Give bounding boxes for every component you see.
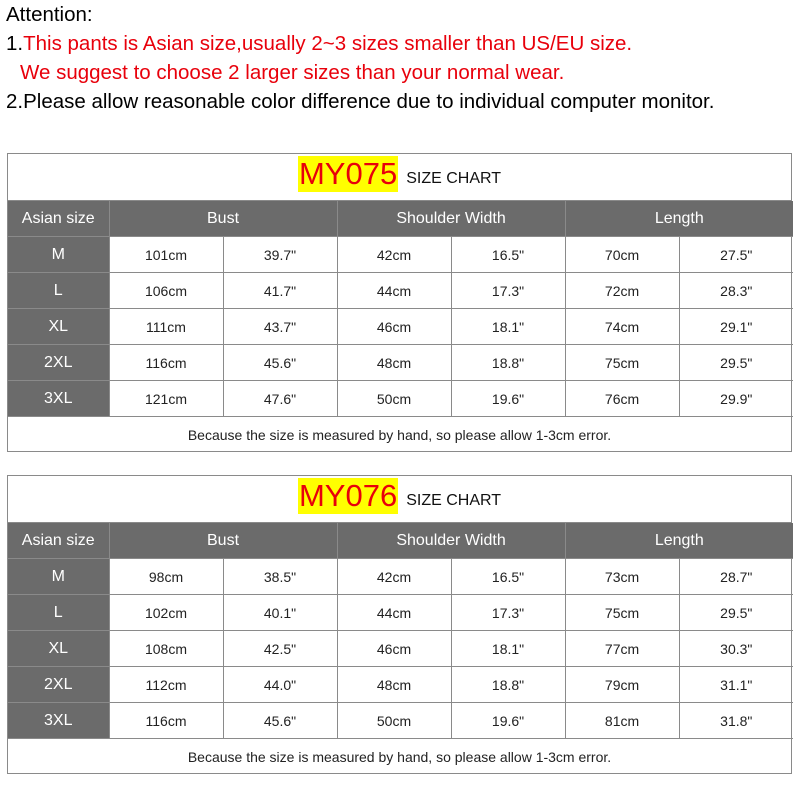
- bust-cm-cell: 106cm: [109, 273, 223, 309]
- notice-item-1-continuation: We suggest to choose 2 larger sizes than your normal wear.: [20, 61, 565, 84]
- measurement-footnote: Because the size is measured by hand, so please allow 1-3cm error.: [187, 749, 612, 765]
- bust-in-cell: 45.6": [223, 345, 337, 381]
- bust-cm-cell: 108cm: [109, 631, 223, 667]
- table-row: [8, 559, 793, 595]
- size-cell: L: [8, 273, 109, 309]
- table-row: [8, 381, 793, 417]
- table-row: [8, 631, 793, 667]
- shoulder-in-cell: 18.8": [451, 345, 565, 381]
- table-body: [8, 237, 793, 417]
- header-bust: Bust: [109, 201, 337, 237]
- size-cell: XL: [8, 309, 109, 345]
- length-in-cell: 30.3": [679, 631, 793, 667]
- shoulder-cm-cell: 48cm: [337, 345, 451, 381]
- shoulder-cm-cell: 46cm: [337, 309, 451, 345]
- table-row: [8, 667, 793, 703]
- header-asian-size: Asian size: [8, 201, 109, 237]
- header-length: Length: [565, 523, 793, 559]
- shoulder-cm-cell: 50cm: [337, 381, 451, 417]
- size-cell: 3XL: [8, 381, 109, 417]
- bust-cm-cell: 116cm: [109, 703, 223, 739]
- length-cm-cell: 79cm: [565, 667, 679, 703]
- length-cm-cell: 81cm: [565, 703, 679, 739]
- size-cell: 2XL: [8, 667, 109, 703]
- shoulder-cm-cell: 42cm: [337, 237, 451, 273]
- size-cell: 3XL: [8, 703, 109, 739]
- size-table: [8, 523, 793, 739]
- bust-cm-cell: 111cm: [109, 309, 223, 345]
- chart-title: [8, 476, 791, 523]
- length-cm-cell: 75cm: [565, 595, 679, 631]
- length-in-cell: 29.5": [679, 345, 793, 381]
- bust-in-cell: 44.0": [223, 667, 337, 703]
- shoulder-in-cell: 17.3": [451, 595, 565, 631]
- shoulder-cm-cell: 50cm: [337, 703, 451, 739]
- header-asian-size: Asian size: [8, 523, 109, 559]
- header-shoulder-width: Shoulder Width: [337, 201, 565, 237]
- shoulder-in-cell: 19.6": [451, 703, 565, 739]
- bust-in-cell: 42.5": [223, 631, 337, 667]
- table-row: [8, 345, 793, 381]
- header-bust: Bust: [109, 523, 337, 559]
- size-chart-label: SIZE CHART: [406, 170, 502, 187]
- chart-title: [8, 154, 791, 201]
- table-row: [8, 237, 793, 273]
- size-chart-my076: [7, 475, 792, 774]
- bust-cm-cell: 98cm: [109, 559, 223, 595]
- notice-item-1: [6, 29, 800, 58]
- notice-item-2: 2.Please allow reasonable color difference due to individual computer monitor.: [6, 90, 715, 113]
- table-body: [8, 559, 793, 739]
- length-in-cell: 29.1": [679, 309, 793, 345]
- shoulder-in-cell: 18.1": [451, 309, 565, 345]
- table-header-row: [8, 201, 793, 237]
- length-cm-cell: 70cm: [565, 237, 679, 273]
- bust-cm-cell: 112cm: [109, 667, 223, 703]
- shoulder-cm-cell: 42cm: [337, 559, 451, 595]
- length-in-cell: 28.3": [679, 273, 793, 309]
- shoulder-cm-cell: 44cm: [337, 595, 451, 631]
- table-header-row: [8, 523, 793, 559]
- length-in-cell: 31.1": [679, 667, 793, 703]
- bust-in-cell: 47.6": [223, 381, 337, 417]
- length-cm-cell: 74cm: [565, 309, 679, 345]
- shoulder-in-cell: 18.8": [451, 667, 565, 703]
- shoulder-in-cell: 19.6": [451, 381, 565, 417]
- size-cell: 2XL: [8, 345, 109, 381]
- bust-in-cell: 41.7": [223, 273, 337, 309]
- table-row: [8, 595, 793, 631]
- notice-item-1-text: This pants is Asian size,usually 2~3 sizes smaller than US/EU size.: [23, 32, 633, 55]
- measurement-footnote: Because the size is measured by hand, so please allow 1-3cm error.: [187, 427, 612, 443]
- shoulder-in-cell: 16.5": [451, 237, 565, 273]
- size-cell: M: [8, 237, 109, 273]
- shoulder-in-cell: 17.3": [451, 273, 565, 309]
- length-in-cell: 28.7": [679, 559, 793, 595]
- bust-cm-cell: 101cm: [109, 237, 223, 273]
- shoulder-in-cell: 16.5": [451, 559, 565, 595]
- size-chart-my075: [7, 153, 792, 452]
- bust-in-cell: 45.6": [223, 703, 337, 739]
- shoulder-cm-cell: 44cm: [337, 273, 451, 309]
- table-row: [8, 309, 793, 345]
- shoulder-cm-cell: 48cm: [337, 667, 451, 703]
- size-cell: M: [8, 559, 109, 595]
- bust-cm-cell: 116cm: [109, 345, 223, 381]
- length-cm-cell: 73cm: [565, 559, 679, 595]
- length-cm-cell: 75cm: [565, 345, 679, 381]
- table-row: [8, 703, 793, 739]
- bust-cm-cell: 102cm: [109, 595, 223, 631]
- attention-notice: [6, 0, 800, 116]
- length-in-cell: 29.5": [679, 595, 793, 631]
- length-in-cell: 29.9": [679, 381, 793, 417]
- length-cm-cell: 76cm: [565, 381, 679, 417]
- table-row: [8, 273, 793, 309]
- bust-cm-cell: 121cm: [109, 381, 223, 417]
- header-shoulder-width: Shoulder Width: [337, 523, 565, 559]
- bust-in-cell: 39.7": [223, 237, 337, 273]
- shoulder-in-cell: 18.1": [451, 631, 565, 667]
- model-code: MY075: [298, 156, 398, 191]
- length-cm-cell: 72cm: [565, 273, 679, 309]
- length-cm-cell: 77cm: [565, 631, 679, 667]
- size-cell: XL: [8, 631, 109, 667]
- shoulder-cm-cell: 46cm: [337, 631, 451, 667]
- size-chart-label: SIZE CHART: [406, 492, 502, 509]
- length-in-cell: 31.8": [679, 703, 793, 739]
- size-cell: L: [8, 595, 109, 631]
- bust-in-cell: 38.5": [223, 559, 337, 595]
- bust-in-cell: 43.7": [223, 309, 337, 345]
- bust-in-cell: 40.1": [223, 595, 337, 631]
- size-table: [8, 201, 793, 417]
- attention-heading: Attention:: [6, 3, 93, 26]
- model-code: MY076: [298, 478, 398, 513]
- header-length: Length: [565, 201, 793, 237]
- length-in-cell: 27.5": [679, 237, 793, 273]
- notice-item-1-number: 1.: [6, 32, 24, 55]
